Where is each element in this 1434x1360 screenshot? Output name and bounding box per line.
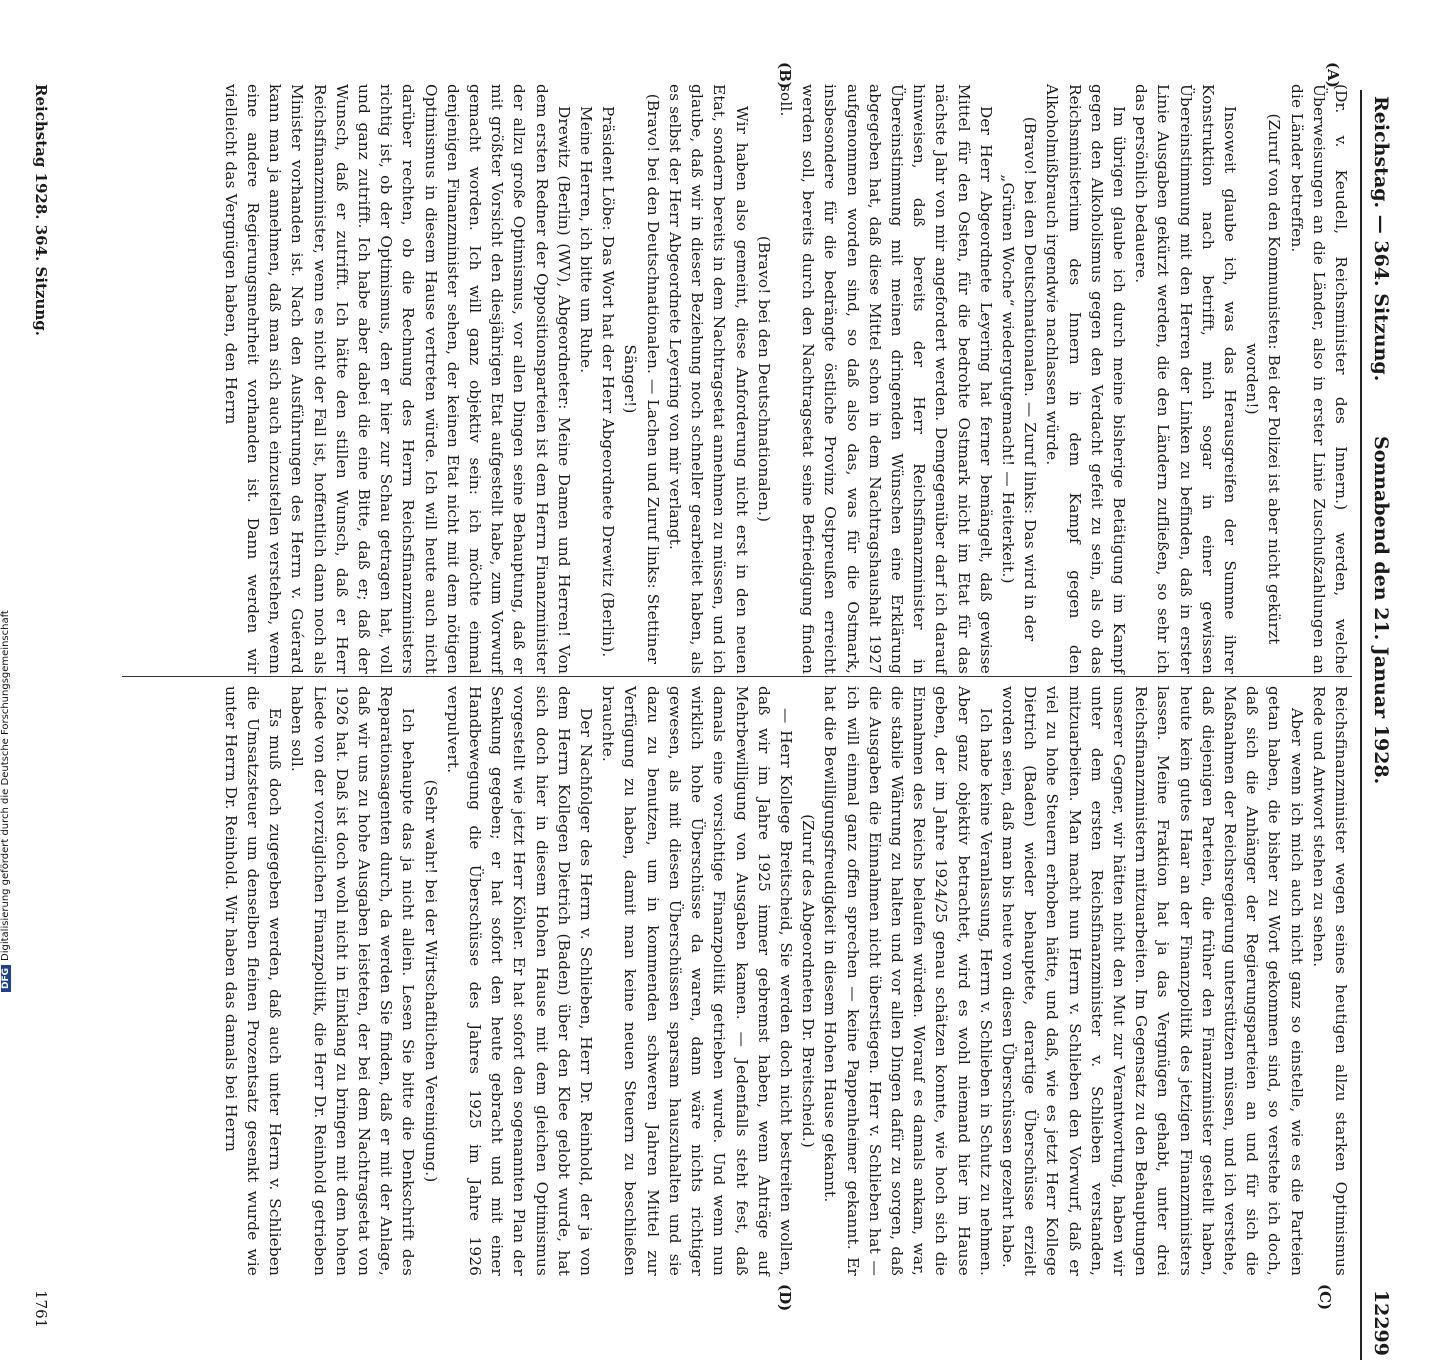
paragraph: Im übrigen glaube ich durch meine bisherige Betätigung im Kampf gegen den Alkoholismus gegen den Verdacht gefeit zu sein, als ob das Reichsministerium des Innern in dem Kampf gegen den Alkoholmißbrauch irgendwie nachlassen würde. (1043, 84, 1128, 674)
paragraph: Ich habe keine Veranlassung, Herrn v. Schlieben in Schutz zu nehmen. Aber ganz objektiv betrachtet, wird es wohl niemand hier im Hause geben, der im Jahre 1924/25 genau schätzen konnte, wie hoch sich die Einnahmen des Reichs belaufen würden. Worauf es damals ankam, war, die stabile Währung zu halten und vor allen Dingen dafür zu sorgen, daß die Ausgaben die Einnahmen nicht überstiegen. Herr v. Schlieben hat — ich will einmal ganz offen sprechen — keine Pappenheimer gekannt. Er hat die Bewilligungsfreudigkeit in diesem Hohen Hause gekannt. (821, 686, 995, 1276)
column-rule (122, 676, 1352, 677)
margin-mark-d: (D) (776, 1284, 794, 1312)
footer-page-number: 1761 (32, 1290, 50, 1329)
paragraph: Meine Herren, ich bitte um Ruhe. (577, 106, 596, 374)
interjection: (Bravo! bei den Deutschnationalen. — Lachen und Zuruf links: Stettiner Sänger!) (621, 93, 662, 665)
paragraph: Es muß doch zugegeben werden, daß auch unter Herrn v. Schlieben die Umsatzsteuer um denselben fleinen Prozentsatz gesenkt wurde wie unter Herrn Dr. Reinhold. Wir haben das damals bei Herrn (221, 686, 285, 1276)
header-rule (1360, 90, 1362, 1360)
paragraph: — Herr Kollege Breitscheid, Sie werden doch nicht bestreiten wollen, daß wir im Jahre 1925 immer gebremst haben, wenn Anträge auf Mehrbewilligung von Ausgaben kamen. — Jedenfalls steht fest, daß damals eine vorsichtige Finanzpolitik getrieben wurde. Und wenn nun wirklich hohe Überschüsse da waren, dann wäre nichts richtiger gewesen, als mit diesen Überschüssen sparsam hauszuhalten und sie dazu zu benutzen, um in kommenden schweren Jahren Mittel zur Verfügung zu haben, damit man keine neuen Steuern zu beschließen brauchte. (599, 686, 795, 1276)
text-column-right (220, 686, 1352, 1276)
paragraph: Reichsfinanzminister wegen seines heutigen allzu starken Optimismus Rede und Antwort stehen zu sehen. (1309, 686, 1350, 1276)
paragraph: Ich behaupte das ja nicht allein. Lesen Sie bitte die Denkschrift des Reparationsagenten durch, da werden Sie finden, daß er mit der Anlage, daß wir uns zu hohe Ausgaben leisteten, der bei dem Nachtragsetat von 1926 hat. Daß ist doch wohl nicht in Einklang zu bringen mit dem hohen Liede von der vorzüglichen Finanzpolitik, die Herr Dr. Reinhold getrieben haben soll. (288, 686, 418, 1276)
paragraph: Insoweit glaube ich, was das Herausgreifen der Summe ihrer Konstruktion nach betrifft, mich sogar in einer gewissen Übereinstimmung mit den Herren der Linken zu befinden, daß in erster Linie Ausgaben gekürzt werden, die den Ländern zufließen, so sehr ich das persönlich bedauere. (1132, 84, 1239, 674)
footer-session: Reichstag 1928. 364. Sitzung. (32, 84, 50, 336)
interjection: (Sehr wahr! bei der Wirtschaftlichen Vereinigung.) (421, 779, 440, 1183)
speaker-paragraph: Drewitz (Berlin) (WV), Abgeordneter: Meine Damen und Herren! Von dem ersten Redner der Oppositionsparteien ist dem Herrn Finanzminister der allzu große Optimismus, vor allen Dingen seine Behauptung, daß er mit größter Vorsicht den diesjährigen Etat aufgestellt habe, zum Vorwurf gemacht worden. Ich will ganz objektiv sein: ich möchte einmal denjenigen Finanzminister sehen, der keinen Etat nicht mit dem nötigen Optimismus in diesem Hause vertreten würde. Ich will heute auch nicht darüber rechten, ob die Rechnung des Herrn Reichsfinanzministers richtig ist, ob der Optimismus, den er hier zur Schau getragen hat, voll und ganz zutrifft. Ich habe aber dabei die eine Bitte, daß er; daß der Wunsch, daß er zutrifft. Ich hätte den stillen Wunsch, daß er Herr Reichsfinanzminister, wenn es nicht der Fall ist, hoffentlich dann noch als Minister vorhanden ist. Nach den Ausführungen des Herrn v. Guérard kann man ja annehmen, daß man sich auch einzustellen verstehen, wenn eine andere Regierungsmehrheit vorhanden ist. Dann werden wir vielleicht das Vergnügen haben, den Herrn (221, 84, 573, 674)
paragraph: Der Nachfolger des Herrn v. Schlieben, Herr Dr. Reinhold, der ja von dem Herrn Kollegen Dietrich (Baden) über den Klee gelobt wurde, hat sich doch hier in diesem Hohen Hause mit dem gleichen Optimismus vorgestellt wie jetzt Herr Köhler. Er hat sofort den sogenannten Plan der Senkung gegeben; er hat sofort den heute gebracht und mit einer Handbewegung die Überschüsse des Jahres 1925 im Jahre 1926 verpulvert. (443, 686, 596, 1276)
interjection: (Zuruf von den Kommunisten: Bei der Polizei ist aber nicht gekürzt worden!) (1243, 113, 1284, 645)
digitization-credit (0, 0, 18, 1000)
paragraph: Der Herr Abgeordnete Leyering hat ferner bemängelt, daß gewisse Mittel für den Osten, für die bedrohte Ostmark nicht im Etat für das nächste Jahr von mir angefordert werden. Demgegenüber darf ich darauf hinweisen, daß bereits der Herr Reichsfinanzminister in Übereinstimmung mit meinen dringenden Wünschen eine Erklärung abgegeben hat, daß diese Mittel schon in dem Nachtragshaushalt 1927 aufgenommen worden sind, so daß also das, was für die Ostmark, insbesondere für die bedrängte östliche Provinz Ostpreußen erreicht werden soll, bereits durch den Nachtragsetat seine Befriedigung finden soll. (776, 84, 995, 674)
credit-text-line (0, 2, 11, 1000)
speaker-paragraph: Präsident Löbe: Das Wort hat der Herr Abgeordnete Drewitz (Berlin). (599, 106, 618, 658)
interjection: (Bravo! bei den Deutschnationalen.) (754, 235, 773, 523)
dfg-logo: DFG (1, 965, 11, 992)
margin-mark-a: (A) (1324, 62, 1342, 88)
page-number: 12299 (1370, 1289, 1392, 1356)
interjection: (Bravo! bei den Deutschnationalen. — Zuruf links: Das wird in der „Grünen Woche“ wiedergutgemacht! — Heiterkeit.) (998, 116, 1040, 642)
paragraph: (Dr. v. Keudell, Reichsminister des Innern.) werden, welche Überweisungen an die Länder, also in erster Linie Zuschußzahlungen an die Länder betreffen. (1287, 84, 1350, 674)
text-column-left (220, 84, 1352, 674)
interjection: (Zuruf des Abgeordneten Dr. Breitscheid.) (799, 814, 818, 1148)
margin-mark-b: (B) (776, 62, 794, 89)
paragraph: Wir haben also gemeint, diese Anforderung nicht erst in den neuen Etat, sondern bereits in dem Nachtragsetat annehmen zu müssen, und ich glaube, daß wir in dieser Beziehung noch schneller gearbeitet haben, als es selbst der Herr Abgeordnete Leyering von mir verlangt. (665, 84, 751, 674)
margin-mark-c: (C) (1316, 1284, 1334, 1311)
credit-text: Digitalisierung gefördert durch die Deutsche Forschungsgemeinschaft (0, 610, 11, 961)
header-date: Sonnabend den 21. Januar 1928. (1370, 436, 1392, 785)
header-left: Reichstag. — 364. Sitzung. (1370, 96, 1392, 382)
paragraph: Aber wenn ich mich auch nicht ganz so einstelle, wie es die Parteien getan haben, die bisher zu Wort gekommen sind, so verstehe ich doch, daß sich die Anhänger der Regierungsparteien an und für sich die Maßnahmen der Reichsregierung unterstützen müssen, und ich verstehe, daß diejenigen Parteien, die früher den Finanzminister gestellt haben, heute kein gutes Haar an der Finanzpolitik des jetzigen Finanzministers lassen. Meine Fraktion hat ja das Vergnügen gehabt, unter drei Reichsfinanzministern mitzuarbeiten. Im Gegensatz zu den Behauptungen unserer Gegner, wir hätten nicht den Mut zur Verantwortung, haben wir unter dem ersten Reichsfinanzminister v. Schlieben verstanden, mitzuarbeiten. Man macht nun Herrn v. Schlieben den Vorwurf, daß er viel zu hohe Steuern erhoben hätte, und daß, wie es jetzt Herr Kollege Dietrich (Baden) wieder behauptete, derartige Überschüsse erzielt worden seien, daß man bis heute von diesen Überschüssen gezehrt habe. (998, 686, 1306, 1276)
